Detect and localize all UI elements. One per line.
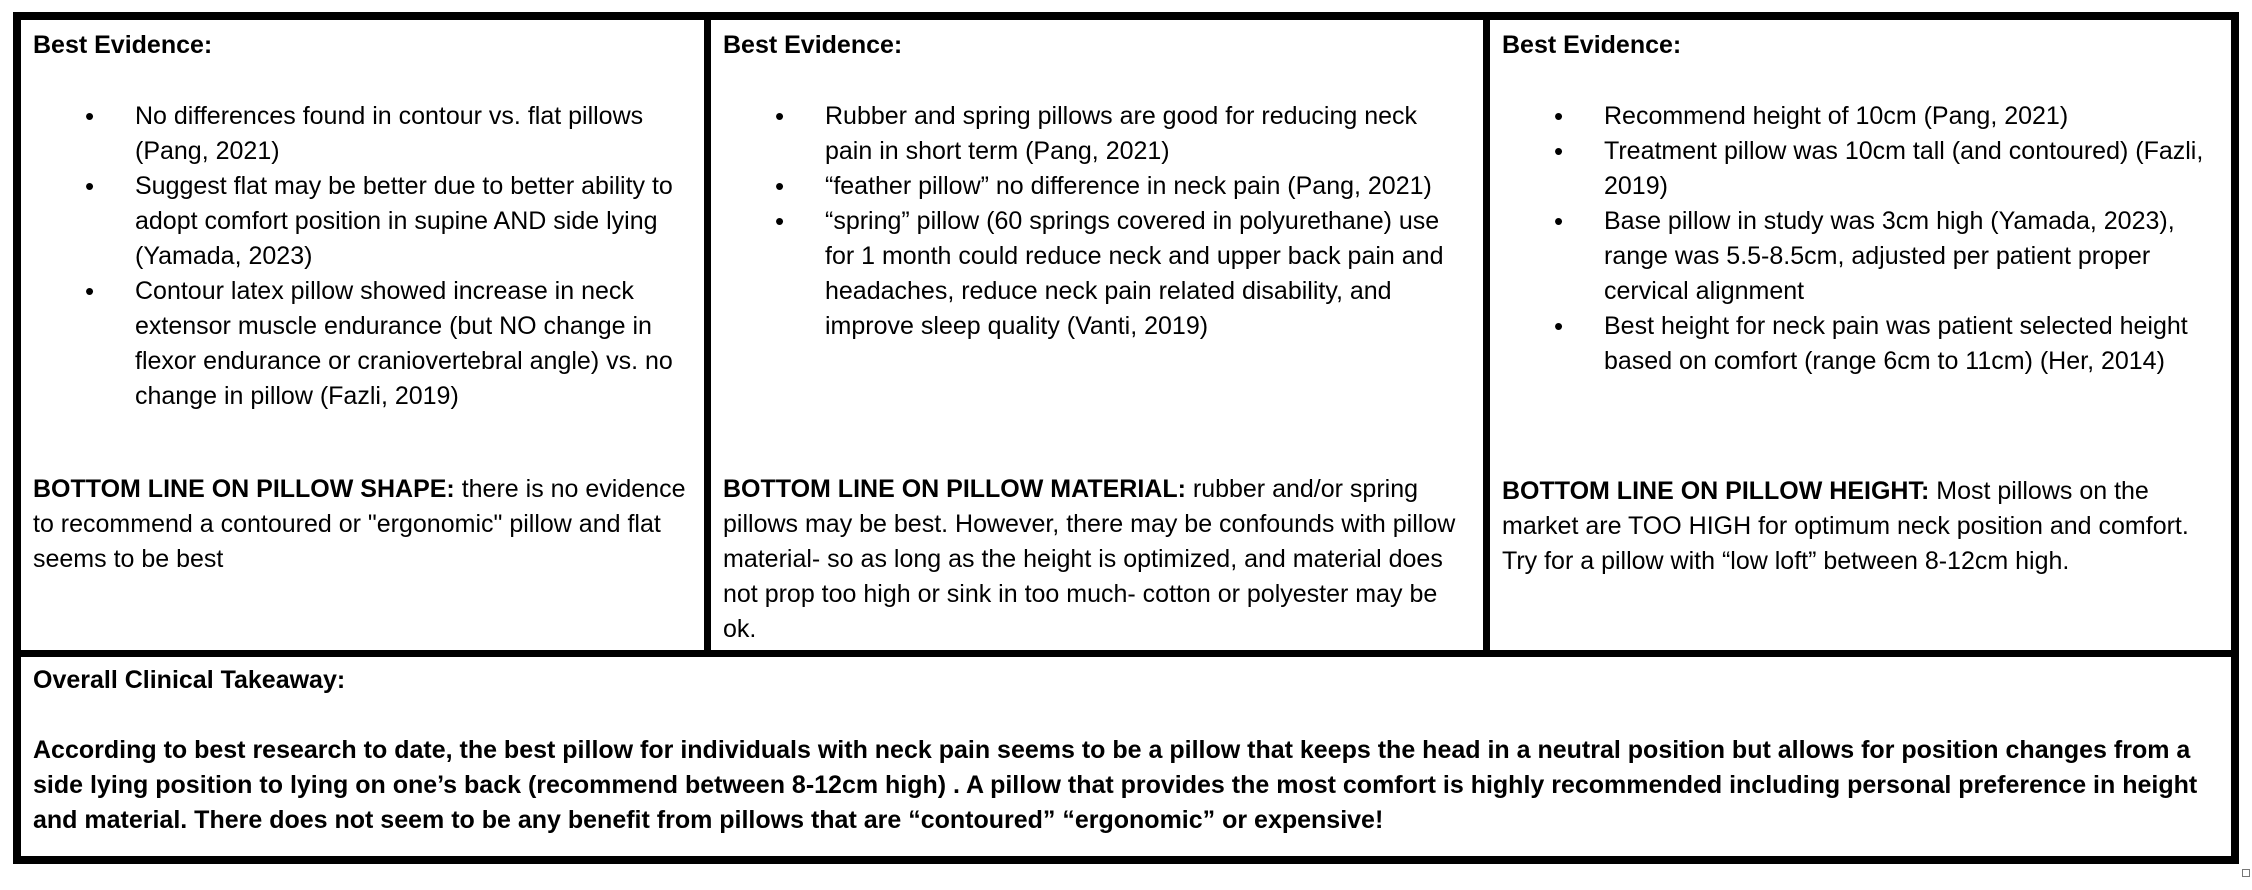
takeaway-heading: Overall Clinical Takeaway:: [33, 666, 346, 694]
evidence-item: • Contour latex pillow showed increase in neck extensor muscle endurance (but NO change in flexor endurance or craniovertebral angle) vs. no change in pillow (Fazli, 2019): [33, 274, 692, 414]
evidence-list: [33, 99, 692, 414]
takeaway-text: According to best research to date, the best pillow for individuals with neck pain seems to be a pillow that keeps the head in a neutral position but allows for position changes from a side lying position to lying on one’s back (recommend between 8-12cm high) . A pillow that provides the most comfort is highly recommended including personal preference in height and material. There does not seem to be any benefit from pillows that are “contoured” “ergonomic” or expensive!: [33, 736, 2198, 834]
evidence-item: • Best height for neck pain was patient selected height based on comfort (range 6cm to 11cm) (Her, 2014): [1502, 309, 2219, 379]
evidence-item: • Suggest flat may be better due to better ability to adopt comfort position in supine AND side lying (Yamada, 2023): [33, 169, 692, 274]
evidence-list: [1502, 99, 2219, 379]
evidence-item: • “spring” pillow (60 springs covered in polyurethane) use for 1 month could reduce neck and upper back pain and headaches, reduce neck pain related disability, and improve sleep quality (Vanti, 2019): [723, 204, 1471, 344]
evidence-item: • Rubber and spring pillows are good for reducing neck pain in short term (Pang, 2021): [723, 99, 1471, 169]
bottom-line-height: [1502, 474, 2221, 579]
evidence-list: [723, 99, 1471, 344]
column-heading: Best Evidence:: [33, 31, 213, 59]
clinical-takeaway: [21, 657, 2231, 856]
evidence-item: • Recommend height of 10cm (Pang, 2021): [1502, 99, 2219, 134]
bottom-line-label: BOTTOM LINE ON PILLOW SHAPE:: [33, 475, 455, 503]
material-column: [711, 20, 1490, 650]
evidence-columns-row: [21, 20, 2231, 657]
bottom-line-label: BOTTOM LINE ON PILLOW MATERIAL:: [723, 475, 1186, 503]
bottom-line-text: there is no evidence to recommend a contoured or "ergonomic" pillow and flat seems to be best: [33, 475, 686, 573]
table-resize-handle[interactable]: [2242, 869, 2250, 877]
column-heading: Best Evidence:: [1502, 31, 1682, 59]
bottom-line-text: rubber and/or spring pillows may be best. However, there may be confounds with pillow material- so as long as the height is optimized, and material does not prop too high or sink in too much- cotton or polyester may be ok.: [723, 475, 1456, 643]
evidence-item: • “feather pillow” no difference in neck pain (Pang, 2021): [723, 169, 1471, 204]
evidence-table: [13, 12, 2239, 864]
evidence-item: • No differences found in contour vs. flat pillows (Pang, 2021): [33, 99, 692, 169]
bottom-line-shape: [33, 472, 694, 577]
evidence-item: • Treatment pillow was 10cm tall (and contoured) (Fazli, 2019): [1502, 134, 2219, 204]
column-heading: Best Evidence:: [723, 31, 903, 59]
bottom-line-text: Most pillows on the market are TOO HIGH for optimum neck position and comfort. Try for a pillow with “low loft” between 8-12cm high.: [1502, 477, 2189, 575]
height-column: [1490, 20, 2231, 650]
evidence-item: • Base pillow in study was 3cm high (Yamada, 2023), range was 5.5-8.5cm, adjusted per patient proper cervical alignment: [1502, 204, 2219, 309]
shape-column: [21, 20, 711, 650]
bottom-line-material: [723, 472, 1473, 647]
bottom-line-label: BOTTOM LINE ON PILLOW HEIGHT:: [1502, 477, 1930, 505]
